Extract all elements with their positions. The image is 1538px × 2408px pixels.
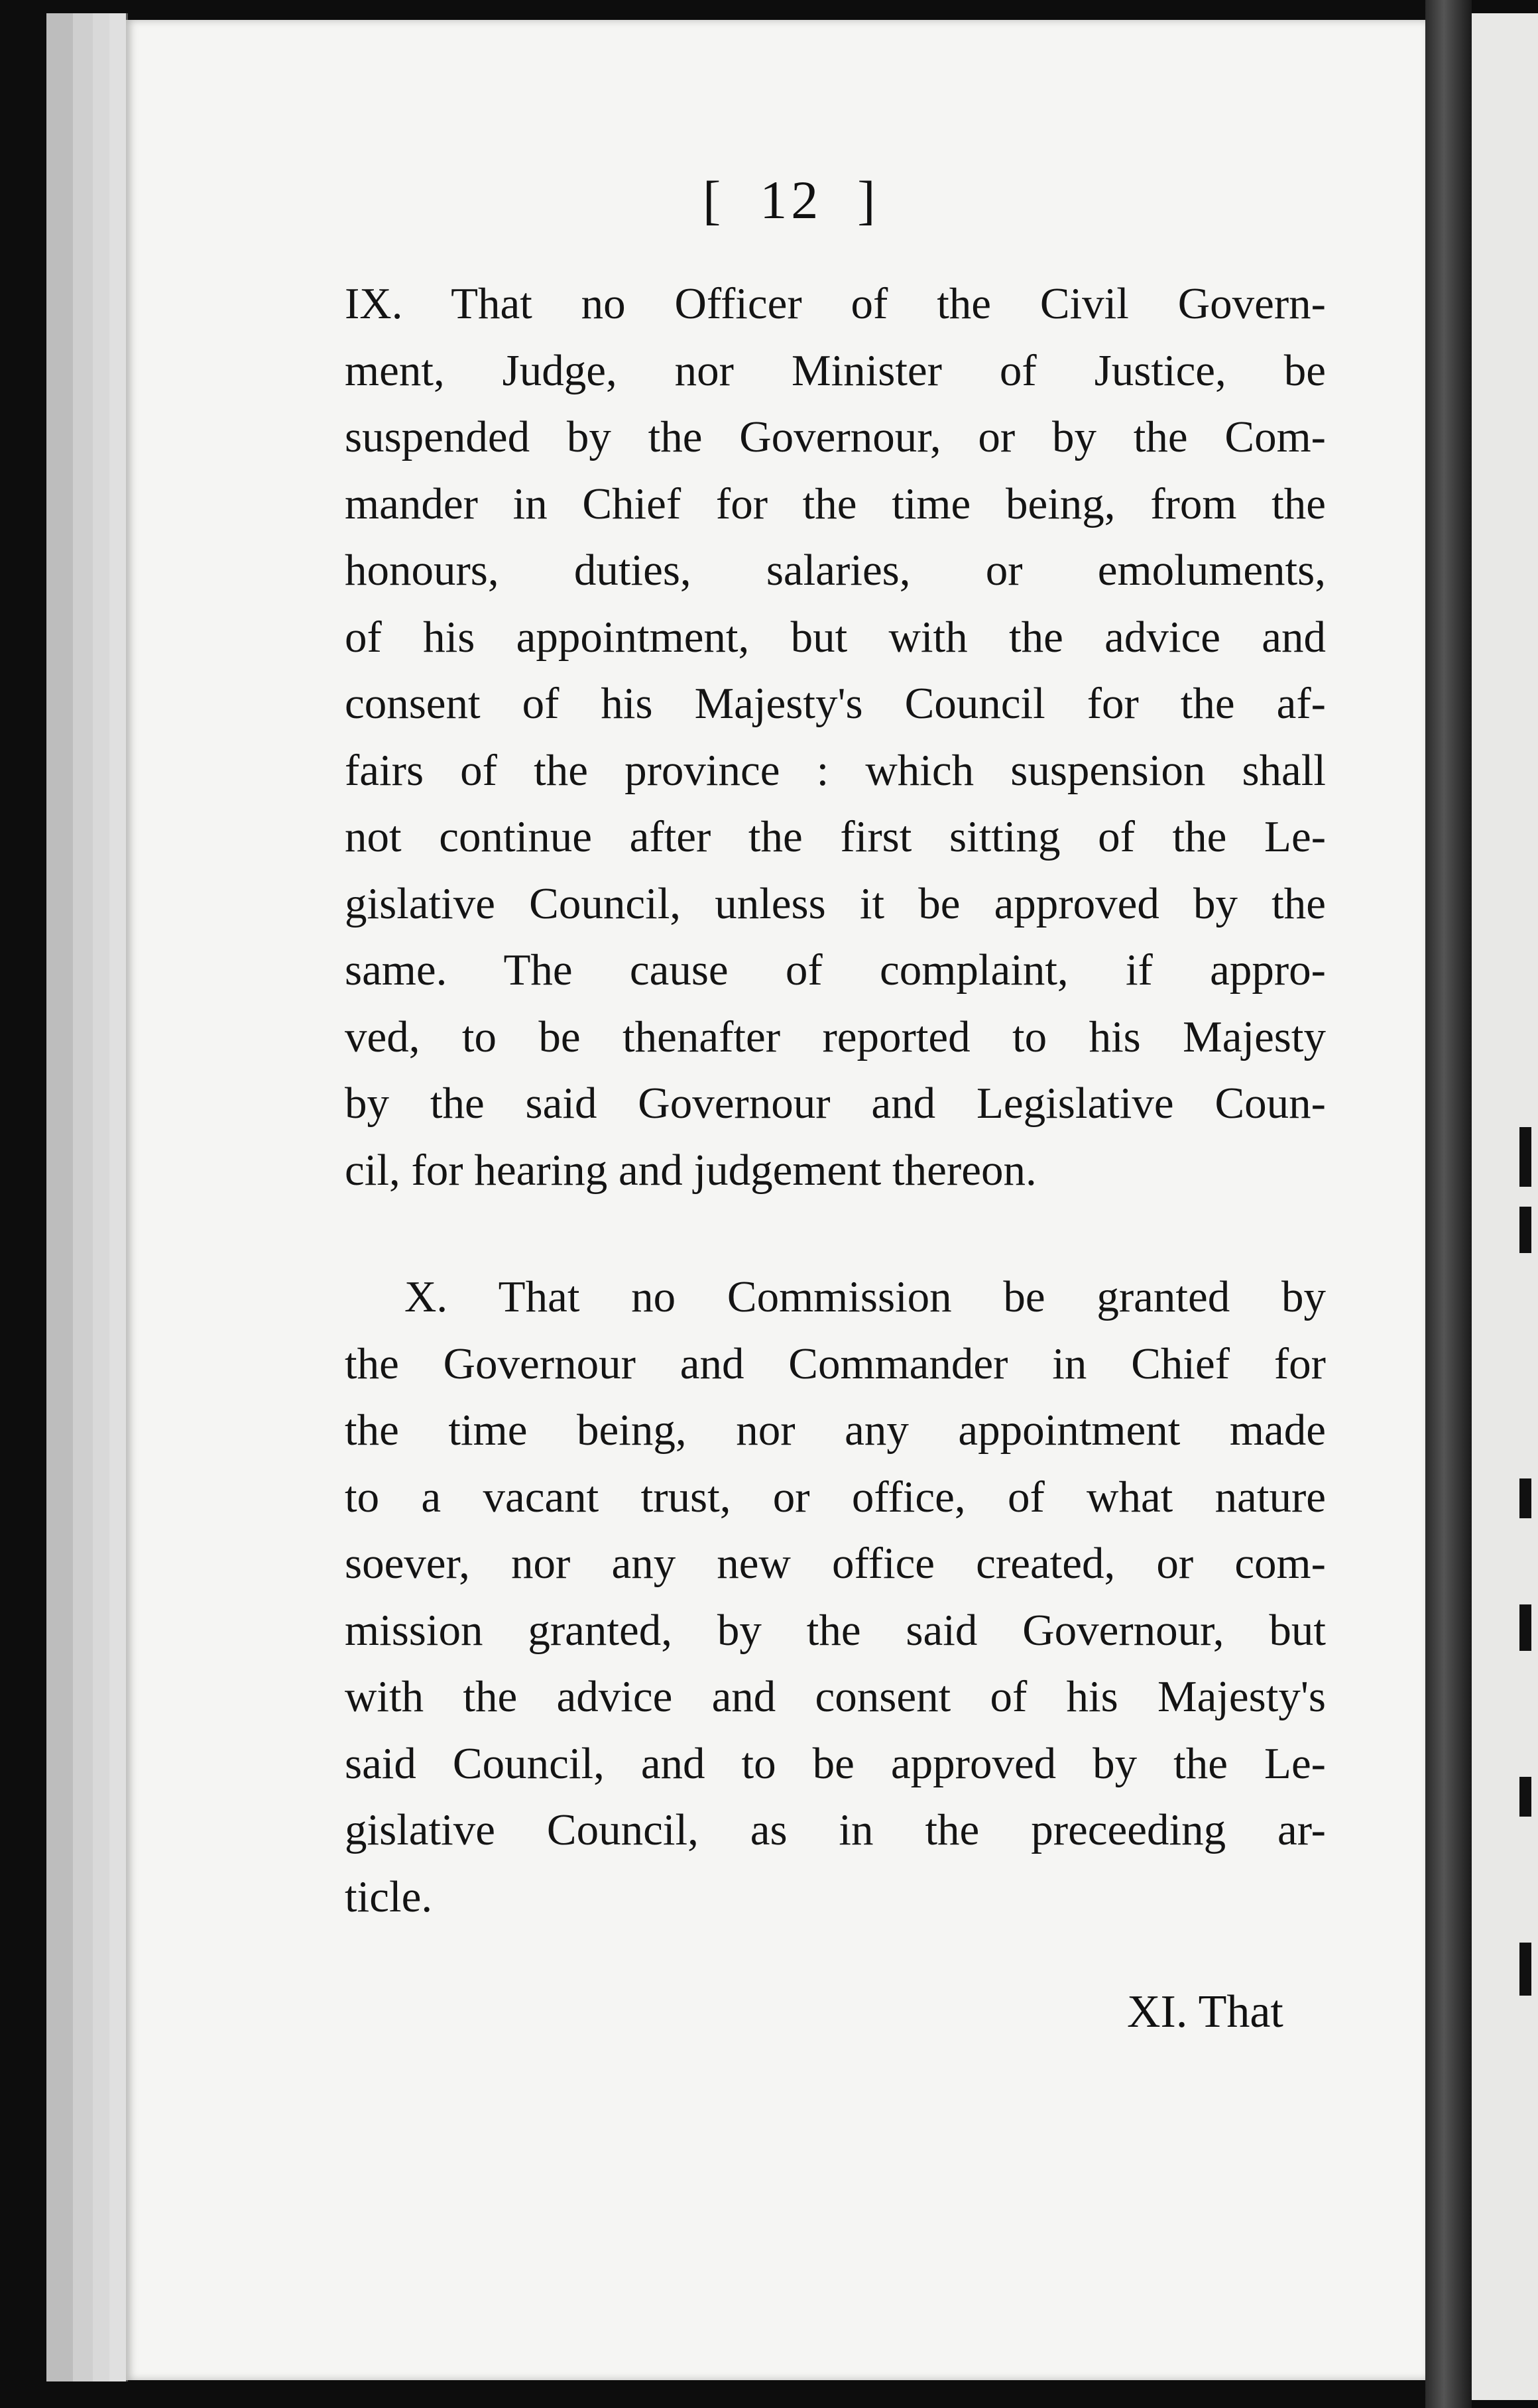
facing-page-glyph — [1519, 1777, 1531, 1817]
page-number-header: [ 12 ] — [703, 170, 880, 230]
page-edge — [93, 13, 111, 2381]
text-line: cil, for hearing and judgement thereon. — [345, 1145, 1037, 1195]
text-line: same. The cause of complaint, if appro- — [345, 945, 1326, 994]
text-line: not continue after the first sitting of the Le- — [345, 812, 1326, 861]
text-line: said Council, and to be approved by the Le- — [345, 1738, 1326, 1788]
text-line: fairs of the province : which suspension shall — [345, 745, 1326, 795]
text-line: by the said Governour and Legislative Coun- — [345, 1079, 1326, 1128]
text-line: soever, nor any new office created, or com- — [345, 1539, 1326, 1588]
text-line: to a vacant trust, or office, of what nature — [345, 1472, 1326, 1522]
text-line: mission granted, by the said Governour, but — [345, 1605, 1326, 1655]
text-line: mander in Chief for the time being, from the — [345, 479, 1326, 528]
catchword: XI. That — [1127, 1986, 1283, 2037]
book-gutter — [1425, 0, 1472, 2408]
text-line: ticle. — [345, 1872, 433, 1921]
text-line: X. That no Commission be granted by — [404, 1272, 1326, 1321]
article-x — [345, 1264, 1326, 1930]
text-line: IX. That no Officer of the Civil Govern- — [345, 279, 1326, 328]
text-line: ved, to be thenafter reported to his Majesty — [345, 1012, 1326, 1061]
text-line: honours, duties, salaries, or emoluments, — [345, 546, 1326, 595]
facing-page-glyph — [1519, 1478, 1531, 1518]
text-line: ment, Judge, nor Minister of Justice, be — [345, 345, 1326, 395]
facing-page-glyph — [1519, 1127, 1531, 1187]
text-line: gislative Council, unless it be approved by the — [345, 878, 1326, 928]
page-edge — [46, 13, 75, 2381]
page-edge — [73, 13, 95, 2381]
page-edge — [109, 13, 128, 2381]
facing-page-glyph — [1519, 1943, 1531, 1996]
text-line: consent of his Majesty's Council for the af- — [345, 679, 1326, 728]
text-line: suspended by the Governour, or by the Com- — [345, 412, 1326, 461]
facing-page-glyph — [1519, 1604, 1531, 1651]
text-line: the Governour and Commander in Chief for — [345, 1339, 1326, 1388]
text-line: the time being, nor any appointment made — [345, 1406, 1326, 1455]
text-line: gislative Council, as in the preceeding ar- — [345, 1805, 1326, 1854]
text-line: with the advice and consent of his Majesty's — [345, 1672, 1326, 1721]
facing-page-glyph — [1519, 1207, 1531, 1253]
text-line: of his appointment, but with the advice and — [345, 612, 1326, 662]
article-ix — [345, 271, 1326, 1203]
